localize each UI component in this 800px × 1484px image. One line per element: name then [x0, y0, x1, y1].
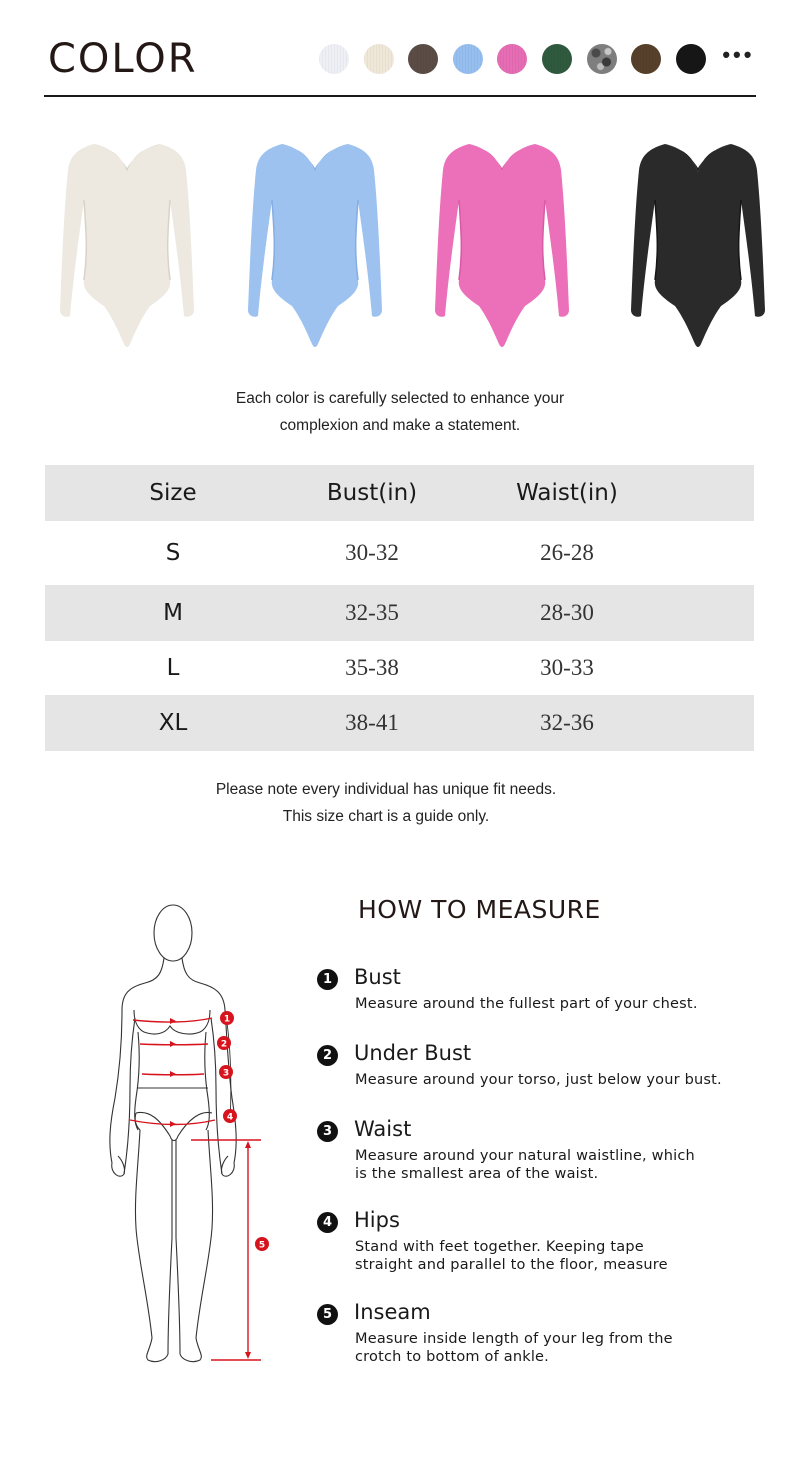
how-to-measure-title: HOW TO MEASURE	[358, 895, 601, 924]
waist-cell: 26-28	[540, 540, 594, 565]
size-chart-header-row	[45, 465, 754, 521]
step-number-5-icon: 5	[317, 1304, 338, 1325]
step-description: Measure around the fullest part of your chest.	[355, 996, 698, 1012]
waist-cell: 32-36	[540, 710, 594, 735]
product-gallery	[30, 130, 780, 360]
body-outline-icon	[100, 898, 290, 1368]
color-header	[44, 30, 756, 97]
bust-cell: 35-38	[345, 655, 399, 680]
step-label: Inseam	[354, 1300, 431, 1324]
swatch-dark-taupe[interactable]	[408, 44, 438, 74]
step-label: Hips	[354, 1208, 400, 1232]
header-size: Size	[149, 480, 197, 506]
step-label: Waist	[354, 1117, 412, 1141]
marker-3: 3	[222, 1068, 230, 1079]
step-number-1-icon: 1	[317, 969, 338, 990]
bust-cell: 38-41	[345, 710, 399, 735]
swatch-pink[interactable]	[497, 44, 527, 74]
header-bust: Bust(in)	[326, 480, 418, 506]
swatch-beige[interactable]	[364, 44, 394, 74]
table-row	[45, 641, 754, 695]
bust-cell: 30-32	[345, 540, 399, 565]
table-row	[45, 521, 754, 585]
swatch-light-blue[interactable]	[453, 44, 483, 74]
marker-2: 2	[220, 1039, 228, 1050]
bodysuit-icon	[417, 130, 587, 355]
table-row	[45, 585, 754, 641]
step-label: Bust	[354, 965, 401, 989]
product-image-beige[interactable]	[42, 130, 212, 355]
bodysuit-icon	[613, 130, 783, 355]
marker-4: 4	[226, 1112, 234, 1123]
product-image-pink[interactable]	[417, 130, 587, 355]
step-description: Measure around your torso, just below your bust.	[355, 1072, 722, 1088]
product-image-light-blue[interactable]	[230, 130, 400, 355]
bodysuit-icon	[230, 130, 400, 355]
waist-cell: 30-33	[540, 655, 594, 680]
swatch-camo-grey[interactable]	[587, 44, 617, 74]
step-number-4-icon: 4	[317, 1212, 338, 1233]
table-row	[45, 695, 754, 751]
fit-note-line-2: This size chart is a guide only.	[282, 808, 490, 825]
color-title: COLOR	[48, 36, 198, 82]
step-description: Measure around your natural waistline, which is the smallest area of the waist.	[355, 1148, 695, 1182]
step-number-3-icon: 3	[317, 1121, 338, 1142]
size-cell: S	[165, 540, 181, 566]
marker-5: 5	[258, 1240, 266, 1251]
fit-note	[0, 776, 772, 830]
swatch-brown[interactable]	[631, 44, 661, 74]
step-description: Stand with feet together. Keeping tape straight and parallel to the floor, measure	[355, 1239, 668, 1273]
body-measurement-diagram	[100, 898, 290, 1368]
more-colors-icon[interactable]: •••	[722, 42, 755, 67]
waist-cell: 28-30	[540, 600, 594, 625]
swatch-dark-green[interactable]	[542, 44, 572, 74]
step-description: Measure inside length of your leg from the crotch to bottom of ankle.	[355, 1331, 673, 1365]
bust-cell: 32-35	[345, 600, 399, 625]
color-swatch-list	[319, 44, 754, 74]
color-description-line-2: complexion and make a statement.	[279, 417, 521, 434]
header-waist: Waist(in)	[516, 480, 618, 506]
marker-1: 1	[223, 1014, 231, 1025]
size-cell: M	[163, 600, 183, 626]
step-label: Under Bust	[354, 1041, 472, 1065]
size-cell: XL	[158, 710, 188, 736]
fit-note-line-1: Please note every individual has unique fit needs.	[215, 781, 557, 798]
product-image-black[interactable]	[613, 130, 783, 355]
size-cell: L	[166, 655, 180, 681]
swatch-black[interactable]	[676, 44, 706, 74]
step-number-2-icon: 2	[317, 1045, 338, 1066]
color-description-line-1: Each color is carefully selected to enhance your	[235, 390, 565, 407]
size-chart-table	[45, 465, 754, 751]
swatch-white[interactable]	[319, 44, 349, 74]
color-description	[0, 385, 800, 439]
bodysuit-icon	[42, 130, 212, 355]
